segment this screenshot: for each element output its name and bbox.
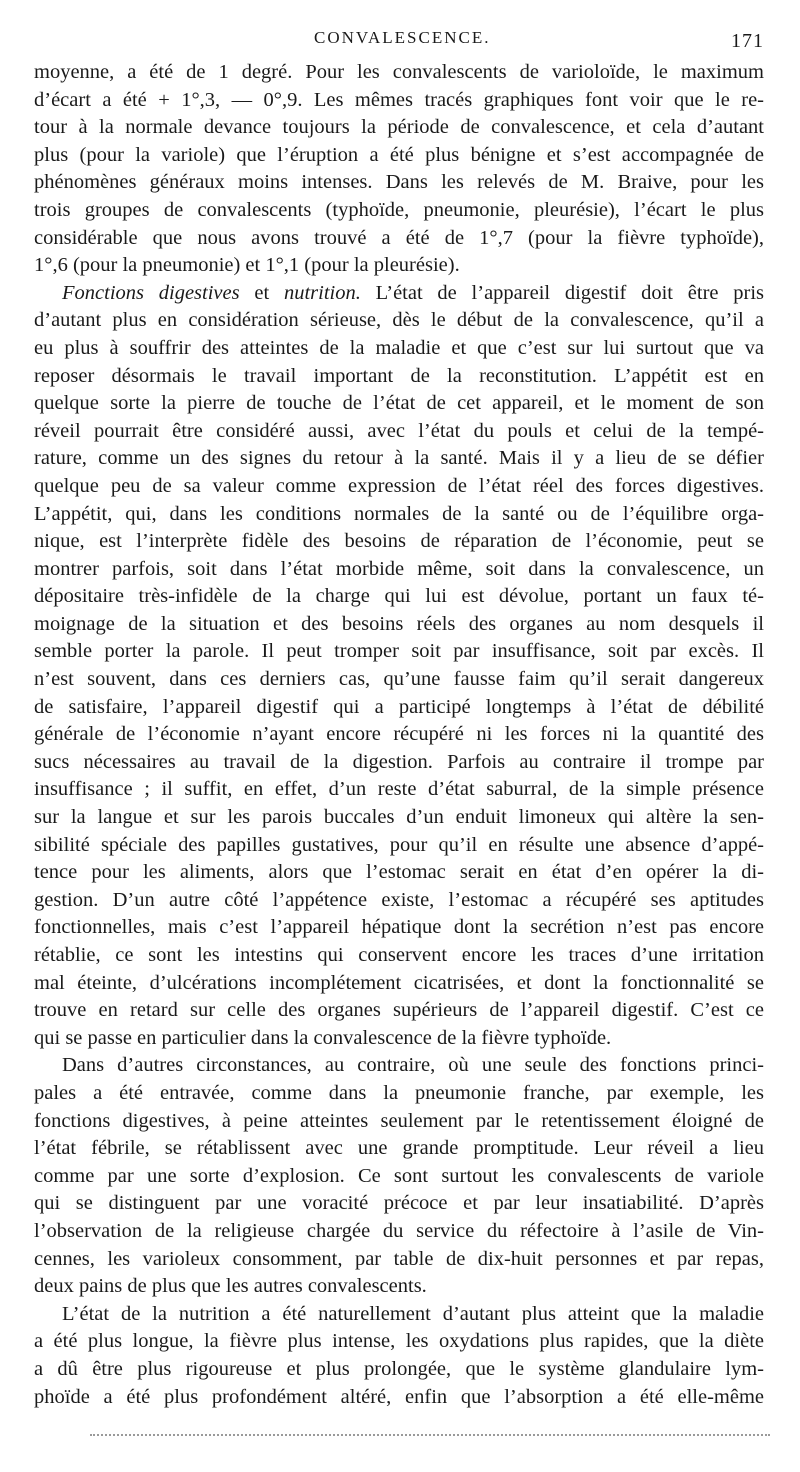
text-line: fonctions digestives, à peine atteintes seulement par le retentissement éloigné de (34, 1109, 764, 1132)
text-line: pales a été entravée, comme dans la pneumonie franche, par exemple, les (34, 1081, 764, 1104)
text-line: sucs nécessaires au travail de la digestion. Parfois au contraire il trompe par (34, 750, 764, 773)
text-line: rature, comme un des signes du retour à la santé. Mais il y a lieu de se défier (34, 447, 764, 470)
text-line: phoïde a été plus profondément altéré, enfin que l’absorption a été elle-même (34, 1385, 764, 1408)
text-line: montrer parfois, soit dans l’état morbide même, soit dans la convalescence, un (34, 557, 764, 580)
text-line: fonctionnelles, mais c’est l’appareil hépatique dont la secrétion n’est pas encore (34, 916, 764, 939)
text-line: d’autant plus en considération sérieuse, dès le début de la convalescence, qu’il a (34, 309, 764, 332)
text-line: trouve en retard sur celle des organes supérieurs de l’appareil digestif. C’est ce (34, 999, 764, 1022)
text-line: tour à la normale devance toujours la période de convalescence, et cela d’autant (34, 116, 764, 139)
text-line: d’écart a été + 1°,3, — 0°,9. Les mêmes tracés graphiques font voir que le re- (34, 88, 764, 111)
text-line: réveil pourrait être considéré aussi, avec l’état du pouls et celui de la tempé- (34, 419, 764, 442)
text-line: phénomènes généraux moins intenses. Dans les relevés de M. Braive, pour les (34, 171, 764, 194)
text-line: n’est souvent, dans ces derniers cas, qu’une fausse faim qu’il serait dangereux (34, 668, 764, 691)
text-line: eu plus à souffrir des atteintes de la maladie et que c’est sur lui surtout que va (34, 336, 764, 359)
text-line: l’observation de la religieuse chargée du service du réfectoire à l’asile de Vin- (34, 1219, 764, 1242)
text-line: qui se distinguent par une voracité précoce et par leur insatiabilité. D’après (34, 1192, 764, 1215)
text-line: qui se passe en particulier dans la convalescence de la fièvre typhoïde. (34, 1026, 612, 1049)
text-line: considérable que nous avons trouvé a été de 1°,7 (pour la fièvre typhoïde), (34, 226, 764, 249)
text-line: dépositaire très-infidèle de la charge qui lui est dévolue, portant un faux té- (34, 585, 764, 608)
text-line: a dû être plus rigoureuse et plus prolongée, que le système glandulaire lym- (34, 1357, 764, 1380)
text-line: Dans d’autres circonstances, au contraire, où une seule des fonctions princi- (62, 1054, 764, 1077)
body-text (34, 59, 764, 1411)
text-line: L’état de la nutrition a été naturellement d’autant plus atteint que la maladie (62, 1302, 764, 1325)
text-line: L’appétit, qui, dans les conditions normales de la santé ou de l’équilibre orga- (34, 502, 764, 525)
text-line: plus (pour la variole) que l’éruption a été plus bénigne et s’est accompagnée de (34, 143, 764, 166)
text-line: tence pour les aliments, alors que l’estomac serait en état d’en opérer la di- (34, 861, 764, 884)
text-line: Fonctions digestives et nutrition. L’état de l’appareil digestif doit être pris (62, 281, 765, 304)
text-line: l’état fébrile, se rétablissent avec une grande promptitude. Leur réveil a lieu (34, 1137, 764, 1160)
text-line: moignage de la situation et des besoins réels des organes au nom desquels il (34, 612, 764, 635)
text-line: semble porter la parole. Il peut tromper soit par insuffisance, soit par excès. Il (34, 640, 764, 663)
text-line: deux pains de plus que les autres convalescents. (34, 1275, 427, 1298)
text-line: générale de l’économie n’ayant encore récupéré ni les forces ni la quantité des (34, 723, 764, 746)
text-line: insuffisance ; il suffit, en effet, d’un reste d’état saburral, de la simple présence (34, 778, 764, 801)
text-line: 1°,6 (pour la pneumonie) et 1°,1 (pour la pleurésie). (34, 254, 460, 277)
text-line: a été plus longue, la fièvre plus intense, les oxydations plus rapides, que la diète (34, 1330, 764, 1353)
text-line: quelque sorte la pierre de touche de l’état de cet appareil, et le moment de son (34, 392, 764, 415)
text-line: sur la langue et sur les parois buccales d’un enduit limoneux qui altère la sen- (34, 806, 764, 829)
text-line: de satisfaire, l’appareil digestif qui a participé longtemps à l’état de débilité (34, 695, 764, 718)
text-line: gestion. D’un autre côté l’appétence existe, l’estomac a récupéré ses aptitudes (34, 888, 764, 911)
text-line: reposer désormais le travail important de la reconstitution. L’appétit est en (34, 364, 764, 387)
text-line: mal éteinte, d’ulcérations incomplétement cicatrisées, et dont la fonctionnalité se (34, 971, 764, 994)
text-line: quelque peu de sa valeur comme expression de l’état réel des forces digestives. (34, 474, 764, 497)
text-line: moyenne, a été de 1 degré. Pour les convalescents de varioloïde, le maximum (34, 61, 764, 83)
text-line: cennes, les varioleux consomment, par table de dix-huit personnes et par repas, (34, 1247, 764, 1270)
running-head (0, 28, 800, 52)
text-line: comme par une sorte d’explosion. Ce sont surtout les convalescents de variole (34, 1164, 764, 1187)
footer-rule (90, 1434, 770, 1437)
text-line: sibilité spéciale des papilles gustatives, pour qu’il en résulte une absence d’appé- (34, 833, 764, 856)
page-number: 171 (731, 30, 764, 52)
text-line: rétablie, ce sont les intestins qui conservent encore les traces d’une irritation (34, 944, 764, 966)
text-line: nique, est l’interprète fidèle des besoins de réparation de l’économie, peut se (34, 530, 764, 553)
text-line: trois groupes de convalescents (typhoïde, pneumonie, pleurésie), l’écart le plus (34, 198, 764, 221)
running-title: CONVALESCENCE. (314, 28, 491, 47)
